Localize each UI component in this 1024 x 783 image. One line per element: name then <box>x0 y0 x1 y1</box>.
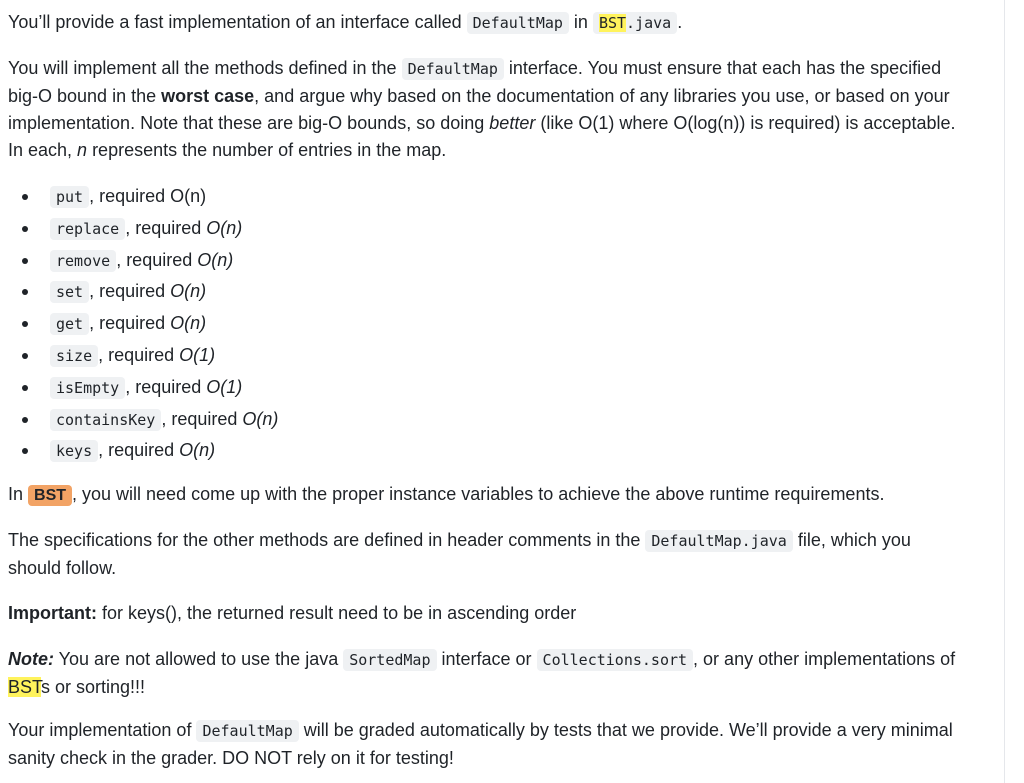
paragraph-text: You are not allowed to use the java <box>54 649 344 669</box>
method-code: put <box>50 186 89 208</box>
list-item <box>8 276 278 308</box>
method-code: remove <box>50 250 116 272</box>
list-item <box>8 181 278 213</box>
bound-text: O(n) <box>170 186 207 206</box>
better-italic: better <box>489 113 536 133</box>
specs-paragraph <box>8 527 968 582</box>
bound-text: O(n) <box>179 440 216 461</box>
collections-sort-code: Collections.sort <box>537 649 694 671</box>
page-right-border <box>1004 0 1005 783</box>
bst-java-code <box>593 12 677 34</box>
requirements-list <box>8 181 278 467</box>
defaultmap-code: DefaultMap <box>402 58 504 80</box>
bullet-icon <box>22 194 28 200</box>
note-label: Note: <box>8 649 54 669</box>
methods-intro-text: , and argue why based on the documentation of any libraries you use, or based on your implementation. Note that these are big-O bounds, so doing <box>8 86 950 133</box>
method-code: set <box>50 281 89 303</box>
required-text: , required <box>98 344 180 365</box>
intro-text-in: in <box>568 12 593 32</box>
required-text: , required <box>89 313 171 334</box>
sortedmap-code: SortedMap <box>343 649 436 671</box>
method-code: size <box>50 345 98 367</box>
list-item <box>8 435 278 467</box>
method-code: containsKey <box>50 409 161 431</box>
bound-text: O(1) <box>206 376 243 397</box>
list-item <box>8 340 278 372</box>
paragraph-text: , you will need come up with the proper instance variables to achieve the above runtime requirements. <box>72 484 885 504</box>
methods-intro-text: represents the number of entries in the map. <box>87 140 447 160</box>
methods-intro-text: You will implement all the methods defined in the <box>8 58 402 78</box>
n-italic: n <box>77 140 88 160</box>
bound-text: O(n) <box>206 217 243 238</box>
required-text: , required <box>89 186 171 206</box>
list-item <box>8 245 278 277</box>
list-item <box>8 372 278 404</box>
paragraph-text: The specifications for the other methods are defined in header comments in the <box>8 530 646 550</box>
method-code: get <box>50 313 89 335</box>
note-paragraph <box>8 646 968 701</box>
required-text: , required <box>161 408 243 429</box>
defaultmap-code: DefaultMap <box>467 12 569 34</box>
paragraph-text: file, which you should follow. <box>8 530 911 578</box>
paragraph-text: will be graded automatically by tests that we provide. We’ll provide a very minimal sanity check in the grader. DO NOT rely on it for testing! <box>8 720 953 768</box>
paragraph-text: Your implementation of <box>8 720 197 740</box>
paragraph-text: , or any other implementations of <box>693 649 956 669</box>
required-text: , required <box>116 249 198 270</box>
bullet-icon <box>22 353 28 359</box>
bullet-icon <box>22 417 28 423</box>
bound-text: O(n) <box>170 281 207 302</box>
important-label: Important: <box>8 603 97 623</box>
required-text: , required <box>125 376 207 397</box>
bullet-icon <box>22 321 28 327</box>
grading-paragraph <box>8 717 968 772</box>
bst-code-highlight: BST <box>28 485 72 506</box>
list-item <box>8 308 278 340</box>
important-paragraph <box>8 600 576 627</box>
instance-vars-paragraph <box>8 481 884 509</box>
bullet-icon <box>22 289 28 295</box>
bound-text: O(n) <box>170 313 207 334</box>
bullet-icon <box>22 448 28 454</box>
bullet-icon <box>22 226 28 232</box>
bound-text: O(n) <box>197 249 234 270</box>
defaultmap-java-code: DefaultMap.java <box>645 530 792 552</box>
defaultmap-code: DefaultMap <box>196 720 298 742</box>
bound-text: O(n) <box>242 408 279 429</box>
paragraph-text: In <box>8 484 29 504</box>
list-item <box>8 213 278 245</box>
required-text: , required <box>125 217 207 238</box>
method-code: keys <box>50 440 98 462</box>
required-text: , required <box>89 281 171 302</box>
paragraph-text: s or sorting!!! <box>41 677 146 697</box>
list-item <box>8 404 278 436</box>
java-ext: .java <box>626 14 672 32</box>
intro-period: . <box>677 12 683 32</box>
bullet-icon <box>22 385 28 391</box>
method-code: replace <box>50 218 125 240</box>
methods-intro-text: interface. You must ensure that each has the specified big-O bound in the <box>8 58 942 106</box>
paragraph-text: interface or <box>436 649 537 669</box>
methods-intro-paragraph <box>8 55 968 164</box>
intro-text: You’ll provide a fast implementation of an interface called <box>8 12 467 32</box>
paragraph-text: for keys(), the returned result need to be in ascending order <box>97 603 577 623</box>
intro-paragraph <box>8 9 682 37</box>
bst-highlight: BST <box>8 677 42 697</box>
worst-case-bold: worst case <box>161 86 255 106</box>
bullet-icon <box>22 258 28 264</box>
methods-intro-text: (like O(1) where O(log(n)) is required) is acceptable. In each, <box>8 113 956 160</box>
bound-text: O(1) <box>179 344 216 365</box>
method-code: isEmpty <box>50 377 125 399</box>
required-text: , required <box>98 440 180 461</box>
bst-highlight: BST <box>598 14 627 32</box>
